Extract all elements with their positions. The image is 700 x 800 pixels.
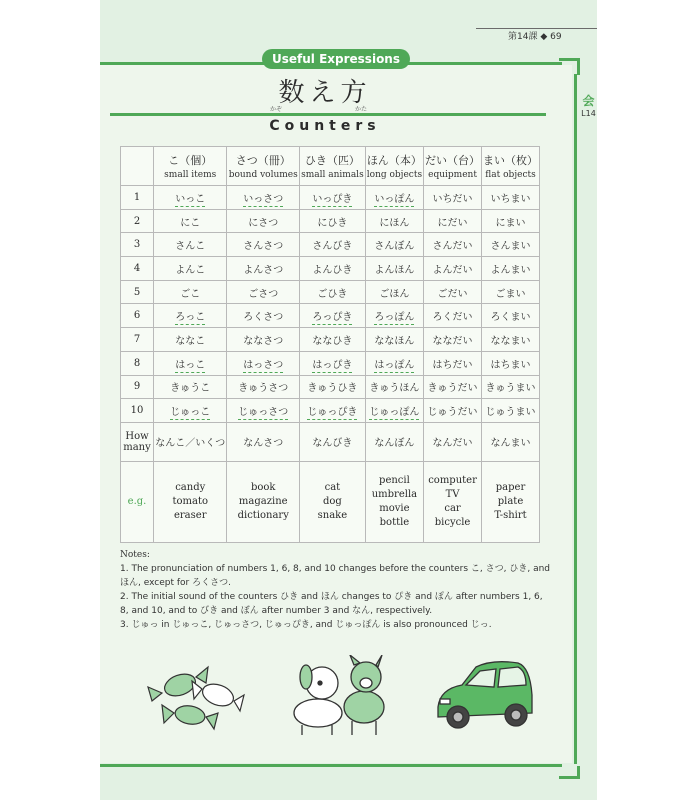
candy-illustration xyxy=(140,655,250,735)
example-word: umbrella xyxy=(371,488,418,500)
note-item: 2. The initial sound of the counters ひき and ほん changes to ぴき and ぽん after numbers 1, 6, 8, and 10, and to びき and ぼん after number 3 and なん, respectively. xyxy=(120,592,543,616)
row-number: 2 xyxy=(121,209,154,233)
page-title: 数え方 xyxy=(278,78,372,108)
example-word: magazine xyxy=(238,495,288,507)
how-many-row xyxy=(121,422,540,461)
table-row xyxy=(121,304,540,328)
table-cell: さんこ xyxy=(154,233,227,257)
table-cell: ななほん xyxy=(365,328,423,352)
table-cell: さんだい xyxy=(424,233,482,257)
table-cell: きゅうほん xyxy=(365,375,423,399)
table-cell: ごほん xyxy=(365,280,423,304)
example-word: computer xyxy=(428,474,477,486)
example-word: dictionary xyxy=(237,509,289,521)
example-row xyxy=(121,461,540,542)
table-row xyxy=(121,257,540,281)
column-header: だい（台） equipment xyxy=(424,147,482,186)
table-cell: にだい xyxy=(424,209,482,233)
frame-corner xyxy=(559,58,580,75)
note-item: 3. じゅっ in じゅっこ, じゅっさつ, じゅっぴき, and じゅっぽん is also pronounced じっ. xyxy=(120,620,492,630)
column-header: まい（枚） flat objects xyxy=(482,147,540,186)
page-number: 第14課 ◆ 69 xyxy=(508,32,562,42)
table-cell: じゅっぽん xyxy=(365,399,423,423)
table-cell: じゅっこ xyxy=(154,399,227,423)
example-cell xyxy=(365,461,423,542)
table-header-row xyxy=(121,147,540,186)
example-cell xyxy=(424,461,482,542)
table-cell: ななだい xyxy=(424,328,482,352)
table-cell: はちまい xyxy=(482,351,540,375)
table-cell: ろくまい xyxy=(482,304,540,328)
dogs-illustration xyxy=(280,655,400,740)
table-cell: よんだい xyxy=(424,257,482,281)
section-tag: Useful Expressions xyxy=(262,49,410,69)
table-row xyxy=(121,399,540,423)
example-word: TV xyxy=(445,488,460,500)
how-many-cell: なんまい xyxy=(482,422,540,461)
table-cell: さんぼん xyxy=(365,233,423,257)
table-cell: にさつ xyxy=(227,209,300,233)
example-word: eraser xyxy=(173,509,207,521)
table-cell: じゅうまい xyxy=(482,399,540,423)
how-many-cell: なんこ／いくつ xyxy=(154,422,227,461)
column-header: こ（個） small items xyxy=(154,147,227,186)
table-cell: さんまい xyxy=(482,233,540,257)
table-cell: はっぽん xyxy=(365,351,423,375)
example-word: candy xyxy=(175,481,206,493)
table-cell: いっぴき xyxy=(300,186,366,210)
column-header: ひき（匹） small animals xyxy=(300,147,366,186)
table-cell: ろっぽん xyxy=(365,304,423,328)
row-number: 1 xyxy=(121,186,154,210)
how-many-cell: なんさつ xyxy=(227,422,300,461)
table-row xyxy=(121,280,540,304)
table-cell: よんこ xyxy=(154,257,227,281)
example-word: car xyxy=(444,502,461,514)
side-tab-kana: 会 xyxy=(582,94,595,108)
table-cell: にほん xyxy=(365,209,423,233)
table-cell: いっさつ xyxy=(227,186,300,210)
side-tab-lesson: L14 xyxy=(581,109,596,118)
example-cell xyxy=(300,461,366,542)
table-cell: きゅうさつ xyxy=(227,375,300,399)
table-row xyxy=(121,328,540,352)
example-cell xyxy=(227,461,300,542)
table-cell: じゅっぴき xyxy=(300,399,366,423)
table-cell: よんさつ xyxy=(227,257,300,281)
frame-right xyxy=(574,74,577,764)
table-cell: ろくさつ xyxy=(227,304,300,328)
table-row xyxy=(121,233,540,257)
row-number: 7 xyxy=(121,328,154,352)
counters-table xyxy=(120,146,540,543)
table-row xyxy=(121,351,540,375)
car-illustration xyxy=(432,655,537,740)
row-number: 9 xyxy=(121,375,154,399)
table-cell: じゅうだい xyxy=(424,399,482,423)
table-cell: さんびき xyxy=(300,233,366,257)
row-number: 3 xyxy=(121,233,154,257)
table-cell: いちまい xyxy=(482,186,540,210)
row-number: 8 xyxy=(121,351,154,375)
table-cell: ななさつ xyxy=(227,328,300,352)
table-cell: ななまい xyxy=(482,328,540,352)
example-word: snake xyxy=(317,509,348,521)
frame-bottom xyxy=(100,764,562,767)
table-cell: ろっぴき xyxy=(300,304,366,328)
example-word: cat xyxy=(324,481,341,493)
table-cell: よんほん xyxy=(365,257,423,281)
table-row xyxy=(121,209,540,233)
example-cell xyxy=(154,461,227,542)
example-word: bottle xyxy=(379,516,410,528)
table-cell: さんさつ xyxy=(227,233,300,257)
example-word: paper xyxy=(495,481,526,493)
column-header: ほん（本） long objects xyxy=(365,147,423,186)
table-cell: きゅうまい xyxy=(482,375,540,399)
table-cell: にまい xyxy=(482,209,540,233)
table-cell: ごさつ xyxy=(227,280,300,304)
notes-heading: Notes: xyxy=(120,550,150,560)
table-cell: きゅうひき xyxy=(300,375,366,399)
example-word: plate xyxy=(497,495,524,507)
table-cell: ろっこ xyxy=(154,304,227,328)
table-cell: ななこ xyxy=(154,328,227,352)
example-label: e.g. xyxy=(121,461,154,542)
example-word: movie xyxy=(379,502,410,514)
how-many-cell: なんだい xyxy=(424,422,482,461)
side-tab xyxy=(580,92,597,126)
row-number: 10 xyxy=(121,399,154,423)
table-cell: よんひき xyxy=(300,257,366,281)
note-item: 1. The pronunciation of numbers 1, 6, 8, and 10 changes before the counters こ, さつ, ひき, and ほん, except for ろくさつ. xyxy=(120,564,551,588)
table-row xyxy=(121,375,540,399)
table-cell: いっぽん xyxy=(365,186,423,210)
row-number: 4 xyxy=(121,257,154,281)
table-cell: よんまい xyxy=(482,257,540,281)
example-word: pencil xyxy=(379,474,410,486)
example-word: tomato xyxy=(172,495,208,507)
table-cell: いっこ xyxy=(154,186,227,210)
example-word: book xyxy=(250,481,276,493)
table-cell: ごひき xyxy=(300,280,366,304)
corner-cell xyxy=(121,147,154,186)
example-word: dog xyxy=(322,495,342,507)
subtitle: Counters xyxy=(269,118,381,134)
table-cell: にこ xyxy=(154,209,227,233)
table-cell: はっこ xyxy=(154,351,227,375)
how-many-cell: なんびき xyxy=(300,422,366,461)
frame-corner xyxy=(559,766,580,779)
title-ruby: かぞ xyxy=(270,106,283,113)
how-many-cell: なんぼん xyxy=(365,422,423,461)
table-cell: はっぴき xyxy=(300,351,366,375)
table-cell: ごだい xyxy=(424,280,482,304)
row-number: 5 xyxy=(121,280,154,304)
how-many-label: How many xyxy=(121,422,154,461)
table-cell: はっさつ xyxy=(227,351,300,375)
title-ruby: かた xyxy=(355,106,368,113)
table-cell: ごまい xyxy=(482,280,540,304)
row-number: 6 xyxy=(121,304,154,328)
title-rule xyxy=(110,113,546,116)
table-body xyxy=(121,186,540,423)
table-cell: ろくだい xyxy=(424,304,482,328)
table-cell: じゅっさつ xyxy=(227,399,300,423)
table-cell: にひき xyxy=(300,209,366,233)
table-cell: きゅうだい xyxy=(424,375,482,399)
table-cell: はちだい xyxy=(424,351,482,375)
table-cell: きゅうこ xyxy=(154,375,227,399)
column-header: さつ（冊） bound volumes xyxy=(227,147,300,186)
table-cell: いちだい xyxy=(424,186,482,210)
example-word: bicycle xyxy=(434,516,471,528)
table-row xyxy=(121,186,540,210)
example-word: T-shirt xyxy=(494,509,527,521)
table-cell: ななひき xyxy=(300,328,366,352)
table-cell: ごこ xyxy=(154,280,227,304)
notes xyxy=(120,548,550,632)
example-cell xyxy=(482,461,540,542)
